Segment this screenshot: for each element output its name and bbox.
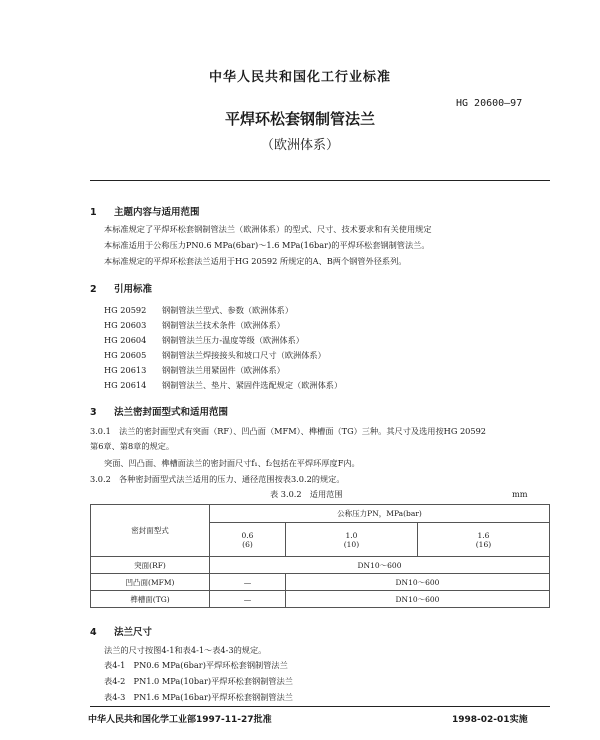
pn-column-header: 1.0 (10) — [285, 523, 417, 557]
group-header: 公称压力PN，MPa(bar) — [210, 505, 550, 523]
reference-item: HG 20592 钢制管法兰型式、参数（欧洲体系） — [104, 305, 294, 315]
table-caption: 表 3.0.2 适用范围 — [270, 489, 343, 499]
reference-item: HG 20614 钢制管法兰、垫片、紧固件选配规定（欧洲体系） — [104, 380, 343, 390]
reference-item: HG 20603 钢制管法兰技术条件（欧洲体系） — [104, 320, 285, 330]
approval-note: 中华人民共和国化学工业部1997-11-27批准 — [88, 715, 272, 725]
section-4-para-3: 表4-2 PN1.0 MPa(10bar)平焊环松套钢制管法兰 — [104, 676, 293, 686]
publisher-header: 中华人民共和国化工行业标准 — [208, 70, 391, 85]
table-row: 凹凸面(MFM) — DN10～600 — [91, 574, 550, 591]
effective-date: 1998-02-01实施 — [452, 715, 528, 725]
corner-header: 密封面型式 — [91, 505, 210, 557]
top-divider — [90, 180, 550, 181]
section-1-para-1: 本标准规定了平焊环松套钢制管法兰（欧洲体系）的型式、尺寸、技术要求和有关使用规定 — [104, 224, 432, 234]
section-3-para-3: 突面、凹凸面、榫槽面法兰的密封面尺寸f₁、f₂包括在平焊环厚度F内。 — [104, 458, 360, 468]
table-row: 突面(RF) DN10～600 — [91, 557, 550, 574]
reference-item: HG 20605 钢制管法兰焊接接头和坡口尺寸（欧洲体系） — [104, 350, 326, 360]
table-row: 榫槽面(TG) — DN10～600 — [91, 591, 550, 608]
section-1-para-3: 本标准规定的平焊环松套法兰适用于HG 20592 所规定的A、B两个钢管外径系列。 — [104, 256, 407, 266]
section-3-para-2: 第6章、第8章的规定。 — [90, 441, 175, 451]
section-1-para-2: 本标准适用于公称压力PN0.6 MPa(6bar)～1.6 MPa(16bar)的平焊环松套钢制管法兰。 — [104, 240, 430, 250]
document-title: 平焊环松套钢制管法兰 — [224, 110, 375, 128]
section-1-heading: 1 主题内容与适用范围 — [90, 207, 200, 218]
reference-item: HG 20604 钢制管法兰压力-温度等级（欧洲体系） — [104, 335, 304, 345]
section-4-para-2: 表4-1 PN0.6 MPa(6bar)平焊环松套钢制管法兰 — [104, 660, 288, 670]
pn-column-header: 1.6 (16) — [417, 523, 549, 557]
section-4-para-1: 法兰的尺寸按图4-1和表4-1～表4-3的规定。 — [104, 645, 267, 655]
document-subtitle: （欧洲体系） — [260, 138, 339, 153]
section-3-heading: 3 法兰密封面型式和适用范围 — [90, 407, 229, 418]
reference-item: HG 20613 钢制管法兰用紧固件（欧洲体系） — [104, 365, 285, 375]
pn-column-header: 0.6 (6) — [210, 523, 286, 557]
section-3-para-1: 3.0.1 法兰的密封面型式有突面（RF）、凹凸面（MFM）、榫槽面（TG）三种。其尺寸及选用按HG 20592 — [90, 426, 487, 436]
section-3-para-4: 3.0.2 各种密封面型式法兰适用的压力、通径范围按表3.0.2的规定。 — [90, 474, 345, 484]
standard-code: HG 20600―97 — [456, 98, 523, 109]
table-unit: mm — [512, 489, 528, 499]
section-4-heading: 4 法兰尺寸 — [90, 627, 153, 638]
range-table — [90, 504, 550, 608]
bottom-divider — [90, 706, 550, 707]
section-4-para-4: 表4-3 PN1.6 MPa(16bar)平焊环松套钢制管法兰 — [104, 692, 293, 702]
section-2-heading: 2 引用标准 — [90, 284, 153, 295]
